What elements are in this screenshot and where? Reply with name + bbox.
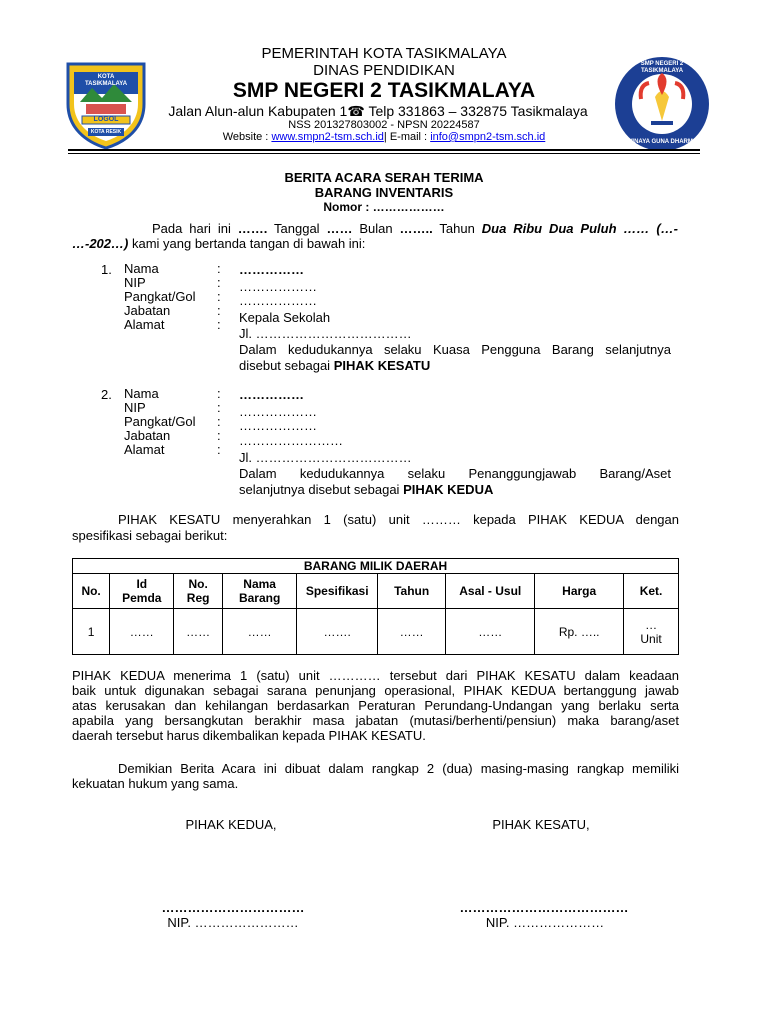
- party1-desc-text: disebut sebagai: [239, 358, 334, 373]
- party2-desc-text: selanjutnya disebut sebagai: [239, 482, 404, 497]
- colon: :: [217, 261, 221, 276]
- party2-jabatan: ……………………: [239, 433, 343, 448]
- party2-pangkat: ………………: [239, 418, 317, 433]
- party2-number: 2.: [101, 387, 112, 402]
- intro-text: Bulan: [352, 221, 400, 236]
- colon: :: [217, 275, 221, 290]
- inventory-table: [72, 558, 679, 655]
- label-alamat: Alamat: [124, 442, 165, 457]
- col-header-text: Spesifikasi: [305, 584, 369, 598]
- school-logo-text-top: SMP NEGERI 2 TASIKMALAYA: [640, 61, 684, 74]
- paragraph-line: baik untuk digunakan sebagai sarana penunjang operasional, PIHAK KEDUA bertanggung jawab: [72, 683, 679, 698]
- party1-role: PIHAK KESATU: [333, 358, 431, 373]
- intro-text: kami yang bertanda tangan di bawah ini:: [128, 236, 366, 251]
- colon: :: [217, 303, 221, 318]
- col-header-text: Barang: [238, 591, 281, 605]
- acceptance-paragraph: [72, 668, 679, 743]
- table-cell: ……: [174, 609, 223, 655]
- col-header: [535, 574, 624, 609]
- party2-colons: [217, 387, 221, 457]
- colon: :: [217, 428, 221, 443]
- signature-right-nip: NIP. …………………: [485, 915, 605, 930]
- table-cell: ……: [110, 609, 174, 655]
- handover-line-2: spesifikasi sebagai berikut:: [72, 528, 228, 543]
- signature-right-title: PIHAK KESATU,: [492, 817, 590, 832]
- table-row: [73, 609, 679, 655]
- website-link[interactable]: www.smpn2-tsm.sch.id: [271, 131, 384, 143]
- party1-nama: ……………: [239, 262, 304, 277]
- label-nip: NIP: [124, 275, 146, 290]
- colon: :: [217, 414, 221, 429]
- table-cell: …….: [297, 609, 378, 655]
- party1-pangkat: ………………: [239, 293, 317, 308]
- paragraph-line: kekuatan hukum yang sama.: [72, 776, 239, 791]
- col-header: [624, 574, 679, 609]
- col-header-text: Reg: [186, 591, 210, 605]
- email-label: | E-mail :: [383, 131, 431, 143]
- letterhead-school-name: SMP NEGERI 2 TASIKMALAYA: [232, 79, 536, 102]
- col-header-text: Ket.: [639, 584, 663, 598]
- party2-alamat: Jl. ………………………………: [239, 450, 412, 465]
- party2-nama: ……………: [239, 387, 304, 402]
- doc-number: Nomor : ………………: [323, 200, 445, 214]
- col-header: [174, 574, 223, 609]
- signature-left-name: ……………………………: [161, 900, 305, 915]
- table-cell: [624, 609, 679, 655]
- label-nama: Nama: [124, 261, 159, 276]
- city-logo-sign: LOGOL: [93, 116, 119, 123]
- paragraph-line: apabila yang bersangkutan berakhir masa jabatan (mutasi/berhenti/pensiun) maka barang/aset: [72, 713, 679, 728]
- signature-left-nip: NIP. ……………………: [167, 915, 299, 930]
- signature-right-name: …………………………………: [459, 900, 629, 915]
- col-header-text: Harga: [562, 584, 597, 598]
- col-header-text: No.: [188, 577, 208, 591]
- label-pangkat: Pangkat/Gol: [124, 289, 196, 304]
- letterhead-department: DINAS PENDIDIKAN: [313, 62, 455, 79]
- col-header-text: Nama: [243, 577, 276, 591]
- col-header-text: Asal - Usul: [459, 584, 522, 598]
- address-phone: Telp 331863 – 332875 Tasikmalaya: [364, 103, 588, 119]
- party2-labels: [124, 387, 196, 457]
- intro-text: Tanggal: [267, 221, 327, 236]
- table-header-row: [73, 574, 679, 609]
- party2-nip: ………………: [239, 404, 317, 419]
- party1-number: 1.: [101, 262, 112, 277]
- party2-role: PIHAK KEDUA: [403, 482, 494, 497]
- letterhead-contact: [0, 131, 768, 143]
- colon: :: [217, 400, 221, 415]
- letterhead-rule-thin: [68, 153, 700, 154]
- intro-text: Pada hari ini: [152, 221, 238, 236]
- intro-day: …….: [237, 221, 268, 236]
- colon: :: [217, 386, 221, 401]
- col-header: [73, 574, 110, 609]
- table-cell-text: …: [645, 617, 658, 632]
- letterhead-government: PEMERINTAH KOTA TASIKMALAYA: [261, 45, 507, 62]
- table-cell: 1: [73, 609, 110, 655]
- phone-icon: ☎: [347, 103, 365, 119]
- doc-subtitle: BARANG INVENTARIS: [314, 185, 454, 200]
- handover-line-1: PIHAK KESATU menyerahkan 1 (satu) unit ……… kepada PIHAK KEDUA dengan: [118, 512, 679, 527]
- letterhead-nss: NSS 201327803002 - NPSN 20224587: [288, 119, 480, 131]
- paragraph-line: PIHAK KEDUA menerima 1 (satu) unit ………… tersebut dari PIHAK KESATU dalam keadaan: [72, 668, 679, 683]
- party1-jabatan: Kepala Sekolah: [239, 310, 331, 325]
- party2-values: [239, 387, 671, 497]
- party1-desc-line1: Dalam kedudukannya selaku Kuasa Pengguna Barang selanjutnya: [239, 342, 671, 357]
- party2-desc-line2: [239, 482, 671, 497]
- city-logo-banner: KOTA RESIK: [90, 129, 122, 135]
- label-nip: NIP: [124, 400, 146, 415]
- col-header: [110, 574, 174, 609]
- table-cell: ……: [446, 609, 535, 655]
- colon: :: [217, 289, 221, 304]
- label-jabatan: Jabatan: [124, 428, 171, 443]
- school-logo-text-bottom: WINAYA GUNA DHARMA: [626, 139, 698, 145]
- intro-month: ……..: [399, 221, 433, 236]
- col-header-text: No.: [81, 584, 101, 598]
- intro-line-1: [152, 221, 678, 236]
- col-header: [297, 574, 378, 609]
- paragraph-line: atas kerusakan dan kehilangan berdasarkan Peraturan Perundang-Undangan yang berlaku serta: [72, 698, 679, 713]
- email-link[interactable]: info@smpn2-tsm.sch.id: [430, 131, 546, 143]
- letterhead-rule-thick: [68, 149, 700, 151]
- address-street: Jalan Alun-alun Kabupaten 1: [168, 103, 348, 119]
- colon: :: [217, 317, 221, 332]
- table-cell: ……: [378, 609, 446, 655]
- table-caption: BARANG MILIK DAERAH: [73, 559, 679, 574]
- signature-left-title: PIHAK KEDUA,: [185, 817, 277, 832]
- paragraph-line: Demikian Berita Acara ini dibuat dalam rangkap 2 (dua) masing-masing rangkap memiliki: [118, 761, 679, 776]
- col-header: [222, 574, 296, 609]
- website-label: Website :: [222, 131, 272, 143]
- label-jabatan: Jabatan: [124, 303, 171, 318]
- intro-date: ……: [326, 221, 353, 236]
- doc-title: BERITA ACARA SERAH TERIMA: [284, 170, 484, 185]
- city-logo-text: KOTA TASIKMALAYA: [84, 74, 128, 87]
- party1-values: [239, 262, 671, 373]
- closing-paragraph: [72, 761, 679, 791]
- colon: :: [217, 442, 221, 457]
- table-cell: ……: [222, 609, 296, 655]
- party1-labels: [124, 262, 196, 332]
- letterhead-address: [148, 103, 608, 119]
- party1-desc-line2: [239, 358, 671, 373]
- label-pangkat: Pangkat/Gol: [124, 414, 196, 429]
- party1-nip: ………………: [239, 279, 317, 294]
- paragraph-line: daerah tersebut harus dikembalikan kepada PIHAK KESATU.: [72, 728, 426, 743]
- intro-year-cont: …-202…): [72, 236, 129, 251]
- col-header-text: Pemda: [122, 591, 162, 605]
- label-nama: Nama: [124, 386, 159, 401]
- party1-alamat: Jl. ………………………………: [239, 326, 412, 341]
- table-cell: Rp. …..: [535, 609, 624, 655]
- party1-colons: [217, 262, 221, 332]
- intro-line-2: [72, 236, 678, 251]
- party2-desc-line1: Dalam kedudukannya selaku Penanggungjawab Barang/Aset: [239, 466, 671, 481]
- intro-text: Tahun: [432, 221, 482, 236]
- col-header: [446, 574, 535, 609]
- col-header-text: Id: [136, 577, 148, 591]
- label-alamat: Alamat: [124, 317, 165, 332]
- col-header: [378, 574, 446, 609]
- col-header-text: Tahun: [394, 584, 430, 598]
- intro-year: Dua Ribu Dua Puluh …… (…-: [481, 221, 678, 236]
- table-cell-unit: Unit: [640, 631, 662, 646]
